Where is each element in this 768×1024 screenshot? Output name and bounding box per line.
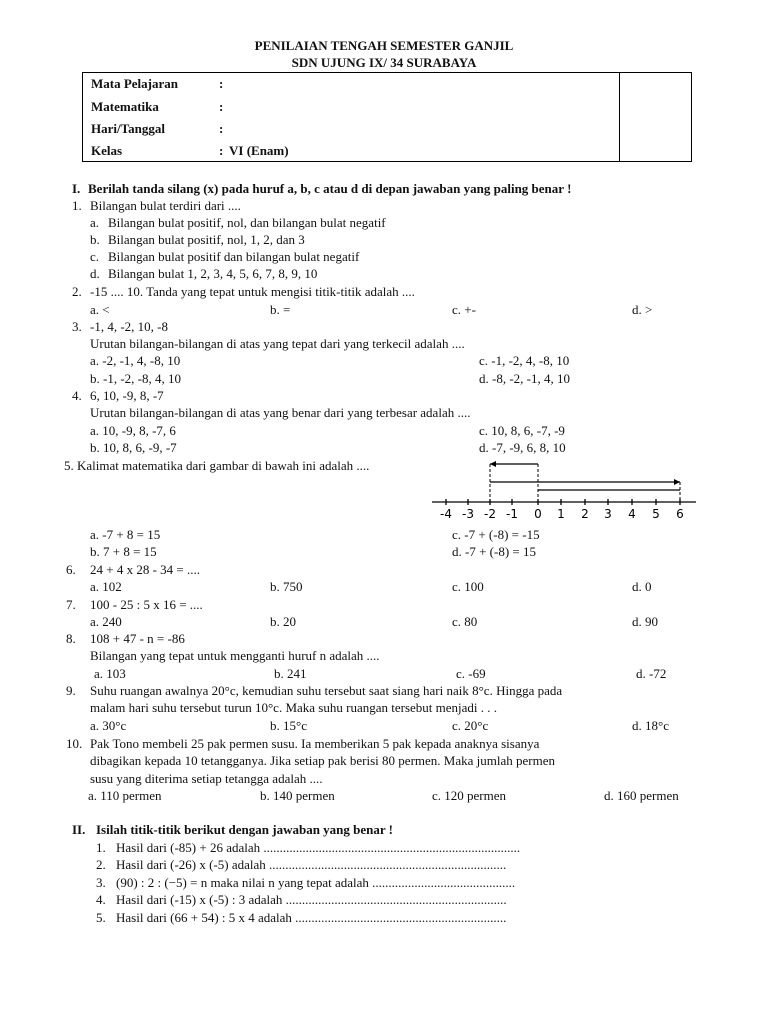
q10-text-line3: susu yang diterima setiap tetangga adalah .... bbox=[90, 771, 323, 786]
number-line-label: 3 bbox=[604, 507, 612, 521]
q5-text: 5. Kalimat matematika dari gambar di bawah ini adalah .... bbox=[64, 458, 370, 473]
info-colon: : bbox=[219, 143, 224, 158]
q9-option-d: d. 18°c bbox=[632, 718, 669, 733]
q4-number: 4. bbox=[72, 388, 82, 403]
q6-option-c: c. 100 bbox=[452, 579, 484, 594]
score-box bbox=[620, 73, 692, 162]
school-name: SDN UJUNG IX/ 34 SURABAYA bbox=[291, 55, 477, 70]
q6-option-b: b. 750 bbox=[270, 579, 303, 594]
essay-question: (90) : 2 : (−5) = n maka nilai n yang tepat adalah ............................................ bbox=[116, 875, 516, 890]
number-line-label: -1 bbox=[506, 507, 518, 521]
q4-option-a: a. 10, -9, 8, -7, 6 bbox=[90, 423, 176, 438]
q1-option-c: Bilangan bulat positif dan bilangan bulat negatif bbox=[108, 249, 360, 264]
q5-option-c: c. -7 + (-8) = -15 bbox=[452, 527, 540, 542]
q1-text: Bilangan bulat terdiri dari .... bbox=[90, 198, 241, 213]
q4-option-d: d. -7, -9, 6, 8, 10 bbox=[479, 440, 566, 455]
q3-option-b: b. -1, -2, -8, 4, 10 bbox=[90, 371, 181, 386]
exam-title: PENILAIAN TENGAH SEMESTER GANJIL bbox=[254, 38, 514, 53]
number-line-figure bbox=[430, 456, 700, 524]
info-cell bbox=[83, 73, 620, 162]
number-line-label: -3 bbox=[462, 507, 474, 521]
essay-number: 1. bbox=[96, 840, 106, 855]
number-line-label: 2 bbox=[581, 507, 589, 521]
essay-question: Hasil dari (-85) + 26 adalah ............................................................................... bbox=[116, 840, 521, 855]
q1-option-b: Bilangan bulat positif, nol, 1, 2, dan 3 bbox=[108, 232, 305, 247]
q8-option-c: c. -69 bbox=[456, 666, 486, 681]
essay-number: 5. bbox=[96, 910, 106, 925]
info-table bbox=[82, 72, 692, 162]
q2-option-a: a. < bbox=[90, 302, 110, 317]
q6-number: 6. bbox=[66, 562, 76, 577]
q7-number: 7. bbox=[66, 597, 76, 612]
q2-option-d: d. > bbox=[632, 302, 653, 317]
number-line-label: -2 bbox=[484, 507, 496, 521]
q3-text: -1, 4, -2, 10, -8 bbox=[90, 319, 168, 334]
arrow-short-head bbox=[490, 461, 496, 467]
q8-number: 8. bbox=[66, 631, 76, 646]
q10-text: Pak Tono membeli 25 pak permen susu. Ia memberikan 5 pak kepada anaknya sisanya bbox=[90, 736, 540, 751]
q9-option-b: b. 15°c bbox=[270, 718, 307, 733]
q3-option-c: c. -1, -2, 4, -8, 10 bbox=[479, 353, 570, 368]
q3-option-a: a. -2, -1, 4, -8, 10 bbox=[90, 353, 181, 368]
info-label-class: Kelas bbox=[91, 143, 123, 158]
q8-option-b: b. 241 bbox=[274, 666, 307, 681]
q9-option-c: c. 20°c bbox=[452, 718, 489, 733]
essay-number: 2. bbox=[96, 857, 106, 872]
q5-option-b: b. 7 + 8 = 15 bbox=[90, 544, 157, 559]
q1-option-d: Bilangan bulat 1, 2, 3, 4, 5, 6, 7, 8, 9, 10 bbox=[108, 266, 318, 281]
q7-option-a: a. 240 bbox=[90, 614, 122, 629]
info-label-subject: Mata Pelajaran bbox=[91, 76, 179, 91]
arrow-long-head bbox=[674, 479, 680, 485]
q2-number: 2. bbox=[72, 284, 82, 299]
essay-number: 3. bbox=[96, 875, 106, 890]
q9-number: 9. bbox=[66, 683, 76, 698]
q3-option-d: d. -8, -2, -1, 4, 10 bbox=[479, 371, 570, 386]
info-colon: : bbox=[219, 121, 224, 136]
q10-number: 10. bbox=[66, 736, 83, 751]
info-colon: : bbox=[219, 99, 224, 114]
q8-text: 108 + 47 - n = -86 bbox=[90, 631, 185, 646]
q7-option-c: c. 80 bbox=[452, 614, 478, 629]
number-line-label: 1 bbox=[557, 507, 565, 521]
q3-number: 3. bbox=[72, 319, 82, 334]
number-line-label: -4 bbox=[440, 507, 452, 521]
q4-option-b: b. 10, 8, 6, -9, -7 bbox=[90, 440, 177, 455]
q2-option-c: c. +- bbox=[452, 302, 476, 317]
q1-option-c-letter: c. bbox=[90, 249, 100, 264]
number-line-label: 4 bbox=[628, 507, 636, 521]
q1-option-d-letter: d. bbox=[90, 266, 100, 281]
q10-option-b: b. 140 permen bbox=[260, 788, 335, 803]
q2-text: -15 .... 10. Tanda yang tepat untuk mengisi titik-titik adalah .... bbox=[90, 284, 415, 299]
info-label-date: Hari/Tanggal bbox=[91, 121, 165, 136]
q1-option-b-letter: b. bbox=[90, 232, 100, 247]
q1-option-a-letter: a. bbox=[90, 215, 100, 230]
q9-option-a: a. 30°c bbox=[90, 718, 127, 733]
essay-question: Hasil dari (-15) x (-5) : 3 adalah .................................................................... bbox=[116, 892, 507, 907]
essay-question: Hasil dari (-26) x (-5) adalah ......................................................................... bbox=[116, 857, 507, 872]
number-line-label: 5 bbox=[652, 507, 660, 521]
q10-option-a: a. 110 permen bbox=[88, 788, 162, 803]
info-colon: : bbox=[219, 76, 224, 91]
section1-title: Berilah tanda silang (x) pada huruf a, b, c atau d di depan jawaban yang paling benar ! bbox=[88, 181, 572, 196]
q6-text: 24 + 4 x 28 - 34 = .... bbox=[90, 562, 200, 577]
q4-option-c: c. 10, 8, 6, -7, -9 bbox=[479, 423, 565, 438]
info-class-value: VI (Enam) bbox=[229, 143, 289, 158]
number-line-label: 0 bbox=[534, 507, 542, 521]
q10-option-c: c. 120 permen bbox=[432, 788, 507, 803]
section1-number: I. bbox=[72, 181, 81, 196]
info-label-matematika: Matematika bbox=[91, 99, 159, 114]
q6-option-d: d. 0 bbox=[632, 579, 652, 594]
q5-option-a: a. -7 + 8 = 15 bbox=[90, 527, 161, 542]
essay-number: 4. bbox=[96, 892, 106, 907]
q1-number: 1. bbox=[72, 198, 82, 213]
q7-option-d: d. 90 bbox=[632, 614, 658, 629]
q4-subtext: Urutan bilangan-bilangan di atas yang benar dari yang terbesar adalah .... bbox=[90, 405, 471, 420]
section2-number: II. bbox=[72, 822, 86, 837]
q8-option-d: d. -72 bbox=[636, 666, 667, 681]
q8-subtext: Bilangan yang tepat untuk mengganti huruf n adalah .... bbox=[90, 648, 380, 663]
q10-option-d: d. 160 permen bbox=[604, 788, 679, 803]
q6-option-a: a. 102 bbox=[90, 579, 122, 594]
q2-option-b: b. = bbox=[270, 302, 291, 317]
essay-question: Hasil dari (66 + 54) : 5 x 4 adalah ................................................................. bbox=[116, 910, 507, 925]
section2-title: Isilah titik-titik berikut dengan jawaban yang benar ! bbox=[96, 822, 394, 837]
q4-text: 6, 10, -9, 8, -7 bbox=[90, 388, 164, 403]
q7-option-b: b. 20 bbox=[270, 614, 296, 629]
q10-text-line2: dibagikan kepada 10 tetangganya. Jika setiap pak berisi 80 permen. Maka jumlah permen bbox=[90, 753, 555, 768]
q5-option-d: d. -7 + (-8) = 15 bbox=[452, 544, 536, 559]
q3-subtext: Urutan bilangan-bilangan di atas yang tepat dari yang terkecil adalah .... bbox=[90, 336, 465, 351]
q7-text: 100 - 25 : 5 x 16 = .... bbox=[90, 597, 203, 612]
q9-text-line2: malam hari suhu tersebut turun 10°c. Maka suhu ruangan tersebut menjadi . . . bbox=[90, 700, 498, 715]
q1-option-a: Bilangan bulat positif, nol, dan bilangan bulat negatif bbox=[108, 215, 386, 230]
q8-option-a: a. 103 bbox=[94, 666, 126, 681]
number-line-label: 6 bbox=[676, 507, 684, 521]
q9-text: Suhu ruangan awalnya 20°c, kemudian suhu tersebut saat siang hari naik 8°c. Hingga pada bbox=[90, 683, 563, 698]
